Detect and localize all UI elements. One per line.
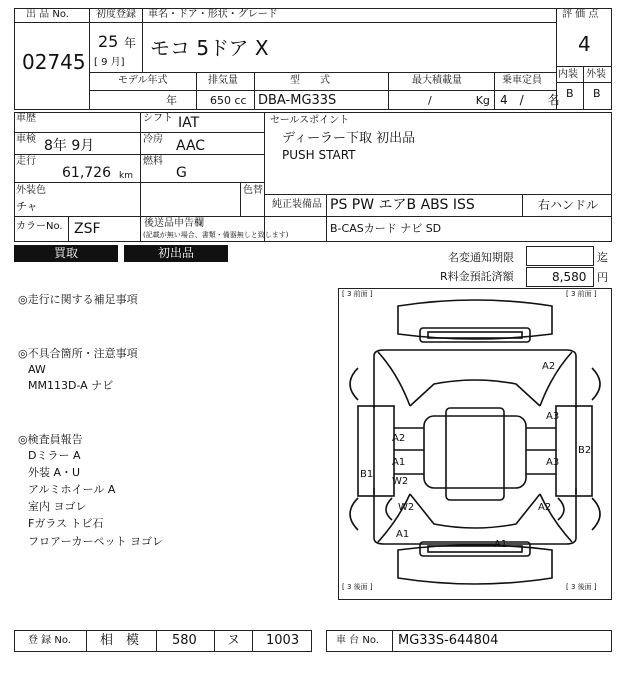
- damage-mark: W2: [398, 502, 415, 513]
- ac-value: AAC: [176, 138, 206, 154]
- color-no-label: カラーNo.: [16, 221, 63, 232]
- equipment-value: PS PW エアB ABS ISS: [330, 197, 475, 213]
- car-outline-diagram: [338, 288, 612, 600]
- recycle-unit: 円: [597, 271, 608, 284]
- damage-mark: B1: [360, 469, 374, 480]
- color-no-value: ZSF: [74, 221, 101, 237]
- ac-label: 冷房: [143, 134, 163, 145]
- displacement-value: 650 cc: [210, 94, 247, 107]
- score-value: 4: [578, 32, 591, 56]
- displacement-label: 排気量: [208, 75, 238, 86]
- corner-label-bl: [ 3 後面 ]: [342, 583, 373, 591]
- damage-mark: A1: [494, 539, 508, 550]
- name-change-suffix: 迄: [597, 251, 608, 264]
- chassis-label: 車 台 No.: [336, 635, 379, 646]
- capacity-value: 4 / 名: [500, 93, 560, 107]
- fuel-value: G: [176, 165, 187, 181]
- post-docs-label: 後送品申告欄: [144, 218, 204, 229]
- first-reg-month: [ 9 月]: [94, 57, 125, 68]
- inspection-label: 車検: [16, 134, 36, 145]
- year-unit: 年: [124, 36, 137, 50]
- sales-point-label: セールスポイント: [270, 115, 350, 126]
- damage-mark: A2: [392, 433, 406, 444]
- inspector-header: ◎検査員報告: [18, 433, 83, 446]
- corner-label-tl: [ 3 前面 ]: [342, 290, 373, 298]
- inspector-item: 外装 A・U: [28, 466, 81, 479]
- post-docs-note: (記載が無い場合、書類・備器無しと致します): [143, 231, 289, 239]
- name-change-label: 名変通知期限: [448, 251, 514, 264]
- sales-point-line-2: PUSH START: [282, 148, 356, 162]
- damage-mark: A1: [396, 529, 410, 540]
- reg-kana: ヌ: [227, 633, 241, 648]
- inspector-item: 室内 ヨゴレ: [28, 500, 87, 513]
- first-reg-label: 初度登録: [96, 9, 136, 20]
- interior-grade: B: [566, 87, 574, 100]
- damage-mark: A3: [546, 457, 560, 468]
- damage-mark: A2: [542, 361, 556, 372]
- model-year-label: モデル年式: [118, 75, 168, 86]
- inspector-item: Dミラー A: [28, 449, 81, 462]
- chassis-number: MG33S-644804: [398, 633, 499, 648]
- damage-mark: B2: [578, 445, 592, 456]
- score-label: 評 価 点: [562, 9, 599, 20]
- type-value: DBA-MG33S: [258, 93, 337, 108]
- inspector-item: Fガラス トビ石: [28, 517, 104, 530]
- inspector-item: フロアーカーペット ヨゴレ: [28, 535, 163, 548]
- reg-area: 相 模: [100, 633, 140, 648]
- car-name: モコ 5ドア X: [150, 36, 269, 60]
- defect-notes-header: ◎不具合箇所・注意事項: [18, 347, 138, 360]
- exterior-grade: B: [593, 87, 601, 100]
- reg-class: 580: [172, 633, 197, 648]
- inspector-item: アルミホイール A: [28, 483, 116, 496]
- history-label: 車歴: [16, 113, 36, 124]
- shift-label: シフト: [143, 113, 173, 124]
- listing-button[interactable]: 初出品: [124, 245, 228, 262]
- handle-value: 右ハンドル: [538, 198, 599, 212]
- color-change-label: 色替: [243, 185, 263, 196]
- buy-button[interactable]: 買取: [14, 245, 118, 262]
- model-year-unit: 年: [166, 94, 177, 107]
- fuel-label: 燃料: [143, 156, 163, 167]
- damage-mark: W2: [392, 476, 409, 487]
- car-name-label: 車名・ドア・形状・グレード: [148, 9, 278, 20]
- reg-number: 1003: [266, 633, 300, 648]
- exterior-label: 外装: [586, 69, 606, 80]
- defect-item: MM113D-A ナビ: [28, 379, 114, 392]
- corner-label-tr: [ 3 前面 ]: [566, 290, 597, 298]
- ext-color-value: チャ: [16, 200, 38, 213]
- damage-mark: A2: [538, 502, 552, 513]
- options-value: B-CASカード ナビ SD: [330, 222, 442, 235]
- driving-notes-header: ◎走行に関する補足事項: [18, 293, 138, 306]
- name-change-box: [526, 246, 594, 266]
- inspection-value: 8年 9月: [44, 138, 95, 154]
- shift-value: IAT: [178, 115, 200, 131]
- recycle-label: R料金預託済額: [440, 270, 514, 283]
- mileage-unit: km: [119, 171, 133, 181]
- lot-label: 出 品 No.: [26, 9, 69, 20]
- type-label: 型 式: [290, 75, 330, 86]
- mileage-value: 61,726: [62, 165, 111, 181]
- ext-color-label: 外装色: [16, 185, 46, 196]
- reg-label: 登 録 No.: [28, 635, 71, 646]
- max-load-label: 最大積載量: [412, 75, 462, 86]
- lot-number: 02745: [22, 50, 86, 74]
- damage-mark: A3: [546, 411, 560, 422]
- max-load-value: / Kg: [428, 94, 490, 107]
- recycle-value: 8,580: [552, 270, 587, 284]
- interior-label: 内装: [558, 69, 578, 80]
- defect-item: AW: [28, 363, 46, 376]
- mileage-label: 走行: [16, 156, 36, 167]
- damage-mark: A1: [392, 457, 406, 468]
- equipment-label: 純正装備品: [272, 199, 322, 210]
- corner-label-br: [ 3 後面 ]: [566, 583, 597, 591]
- first-reg-year: 25: [98, 32, 119, 51]
- sales-point-line-1: ディーラー下取 初出品: [282, 131, 416, 146]
- capacity-label: 乗車定員: [502, 75, 542, 86]
